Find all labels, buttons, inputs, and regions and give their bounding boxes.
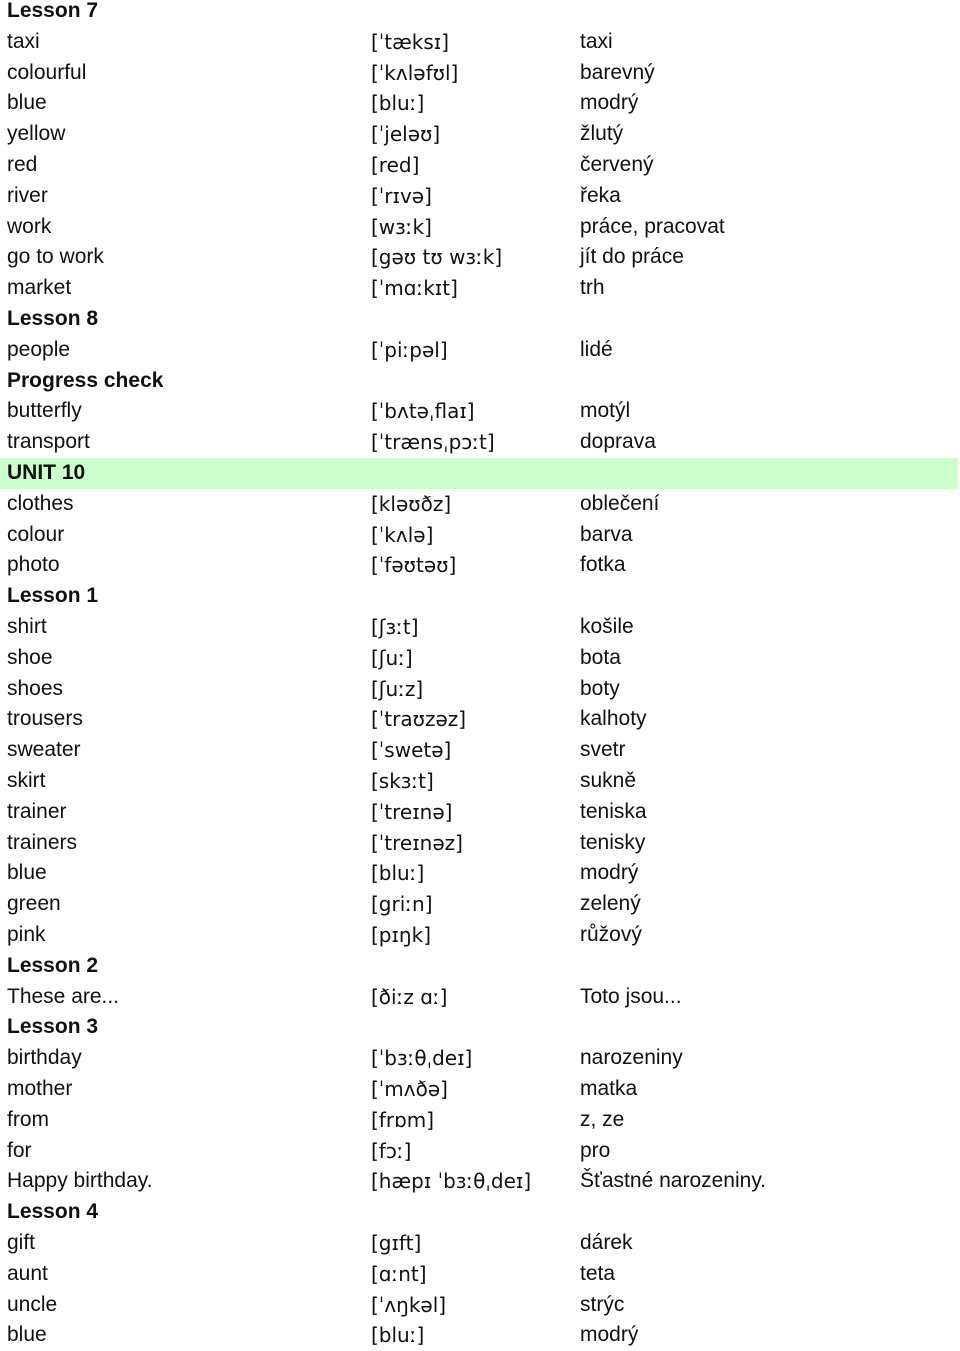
vocabulary-row [0,181,958,212]
vocabulary-row [0,797,958,828]
english-word: trainer [7,799,67,823]
ipa-transcription: [frɒm] [371,1107,435,1132]
ipa-transcription: [ðiːz ɑː] [371,984,448,1009]
czech-translation: žlutý [580,122,624,146]
section-title: Lesson 7 [7,0,99,22]
vocabulary-row [0,982,958,1013]
ipa-transcription: [ˈfəʊtəʊ] [371,553,457,578]
ipa-transcription: [ʃɜːt] [371,615,419,639]
english-word: blue [7,861,47,885]
section-title: Lesson 2 [7,953,99,977]
czech-translation: narozeniny [580,1046,683,1070]
ipa-transcription: [ˈrɪvə] [371,183,432,208]
english-word: red [7,153,38,176]
vocabulary-row [0,1074,958,1105]
lesson-heading [0,0,958,27]
ipa-transcription: [ˈkʌləfʊl] [371,60,459,85]
english-word: sweater [7,738,81,762]
english-word: market [7,276,72,300]
vocabulary-row [0,88,958,119]
czech-translation: svetr [580,738,626,762]
ipa-transcription: [ˈtreɪnə] [371,799,453,824]
ipa-transcription: [red] [371,153,420,177]
ipa-transcription: [bluː] [371,1323,425,1348]
ipa-transcription: [bluː] [371,861,425,886]
english-word: colour [7,522,65,546]
english-word: birthday [7,1046,82,1070]
lesson-heading [0,1012,958,1043]
vocabulary-row [0,396,958,427]
czech-translation: kalhoty [580,707,647,731]
czech-translation: trh [580,276,605,300]
english-word: blue [7,1323,47,1347]
ipa-transcription: [griːn] [371,892,433,917]
english-word: These are... [7,984,120,1008]
ipa-transcription: [gəʊ tʊ wɜːk] [371,245,503,270]
czech-translation: růžový [580,923,642,946]
ipa-transcription: [ˈtreɪnəz] [371,830,463,855]
ipa-transcription: [hæpɪ ˈbɜːθˌdeɪ] [371,1169,532,1194]
ipa-transcription: [ɑːnt] [371,1261,427,1286]
english-word: gift [7,1231,36,1254]
czech-translation: košile [580,615,634,638]
vocabulary-row [0,1259,958,1290]
lesson-heading [0,581,958,612]
czech-translation: boty [580,676,620,700]
czech-translation: teniska [580,799,647,823]
english-word: aunt [7,1261,48,1285]
ipa-transcription: [ˈtæksɪ] [371,29,450,54]
czech-translation: sukně [580,769,637,792]
english-word: pink [7,923,46,946]
vocabulary-row [0,273,958,304]
ipa-transcription: [fɔː] [371,1138,412,1163]
vocabulary-row [0,58,958,89]
czech-translation: teta [580,1261,616,1285]
lesson-heading [0,366,958,397]
english-word: taxi [7,29,40,53]
ipa-transcription: [gɪft] [371,1231,422,1255]
lesson-heading [0,304,958,335]
czech-translation: matka [580,1077,638,1100]
czech-translation: řeka [580,183,621,207]
english-word: mother [7,1077,73,1100]
english-word: photo [7,553,60,577]
vocabulary-row [0,674,958,705]
vocabulary-row [0,150,958,181]
vocabulary-row [0,704,958,735]
vocabulary-row [0,735,958,766]
ipa-transcription: [wɜːk] [371,214,432,239]
ipa-transcription: [ˈswetə] [371,738,452,763]
czech-translation: bota [580,645,621,669]
czech-translation: barevný [580,60,655,84]
ipa-transcription: [ˈtrænsˌpɔːt] [371,430,495,455]
czech-translation: dárek [580,1231,633,1254]
section-title: Lesson 3 [7,1015,99,1039]
english-word: yellow [7,122,66,146]
vocabulary-row [0,1136,958,1167]
vocabulary-row [0,858,958,889]
section-title: UNIT 10 [7,461,86,484]
czech-translation: práce, pracovat [580,214,725,238]
vocabulary-row [0,1228,958,1259]
english-word: skirt [7,769,46,792]
english-word: clothes [7,491,74,515]
ipa-transcription: [ˈbɜːθˌdeɪ] [371,1046,473,1071]
ipa-transcription: [ˈʌŋkəl] [371,1292,447,1317]
english-word: river [7,183,48,207]
vocabulary-row [0,612,958,643]
czech-translation: modrý [580,1323,639,1347]
vocabulary-row [0,920,958,951]
ipa-transcription: [bluː] [371,91,425,116]
ipa-transcription: [ʃuːz] [371,676,424,701]
english-word: Happy birthday. [7,1169,153,1193]
ipa-transcription: [ˈjeləʊ] [371,122,441,147]
unit-heading-row [0,458,958,489]
english-word: shoe [7,645,53,669]
czech-translation: z, ze [580,1107,625,1131]
ipa-transcription: [ˈkʌlə] [371,522,434,547]
ipa-transcription: [skɜːt] [371,769,434,793]
czech-translation: zelený [580,892,641,916]
vocabulary-row [0,242,958,273]
ipa-transcription: [ʃuː] [371,645,413,670]
czech-translation: modrý [580,861,639,885]
english-word: for [7,1138,32,1162]
section-title: Lesson 1 [7,584,99,608]
section-title: Lesson 4 [7,1200,99,1224]
czech-translation: jít do práce [580,245,684,269]
czech-translation: barva [580,522,633,546]
czech-translation: oblečení [580,491,660,515]
vocabulary-row [0,550,958,581]
vocabulary-row [0,119,958,150]
vocabulary-row [0,1043,958,1074]
vocabulary-row [0,520,958,551]
lesson-heading [0,951,958,982]
vocabulary-row [0,1105,958,1136]
ipa-transcription: [ˈpiːpəl] [371,337,448,362]
vocabulary-row [0,828,958,859]
czech-translation: doprava [580,430,656,454]
ipa-transcription: [ˈtraʊzəz] [371,707,467,732]
ipa-transcription: [kləʊðz] [371,491,452,516]
czech-translation: tenisky [580,830,646,854]
czech-translation: lidé [580,337,613,361]
vocabulary-row [0,1320,958,1351]
czech-translation: taxi [580,29,613,53]
english-word: green [7,892,61,916]
vocabulary-row [0,489,958,520]
vocabulary-row [0,335,958,366]
english-word: transport [7,430,90,454]
english-word: shoes [7,676,64,700]
english-word: go to work [7,245,104,269]
english-word: from [7,1107,49,1131]
vocabulary-row [0,1166,958,1197]
ipa-transcription: [ˈmʌðə] [371,1077,448,1101]
czech-translation: strýc [580,1292,625,1316]
section-title: Progress check [7,368,164,392]
vocabulary-row [0,766,958,797]
czech-translation: pro [580,1138,611,1162]
english-word: trousers [7,707,83,731]
english-word: people [7,337,71,361]
vocabulary-row [0,27,958,58]
english-word: work [7,214,52,238]
czech-translation: fotka [580,553,626,577]
english-word: shirt [7,615,47,638]
english-word: uncle [7,1292,58,1316]
ipa-transcription: [pɪŋk] [371,923,431,947]
lesson-heading [0,1197,958,1228]
english-word: butterfly [7,399,82,423]
section-title: Lesson 8 [7,307,99,330]
czech-translation: Toto jsou... [580,984,682,1008]
ipa-transcription: [ˈmɑːkɪt] [371,276,458,301]
english-word: colourful [7,60,87,84]
english-word: trainers [7,830,78,854]
english-word: blue [7,91,47,115]
czech-translation: motýl [580,399,631,423]
vocabulary-row [0,643,958,674]
vocabulary-row [0,427,958,458]
vocabulary-row [0,212,958,243]
czech-translation: červený [580,153,654,176]
ipa-transcription: [ˈbʌtəˌflaɪ] [371,399,475,424]
vocabulary-row [0,1290,958,1321]
vocabulary-row [0,889,958,920]
czech-translation: modrý [580,91,639,115]
czech-translation: Šťastné narozeniny. [580,1169,767,1193]
